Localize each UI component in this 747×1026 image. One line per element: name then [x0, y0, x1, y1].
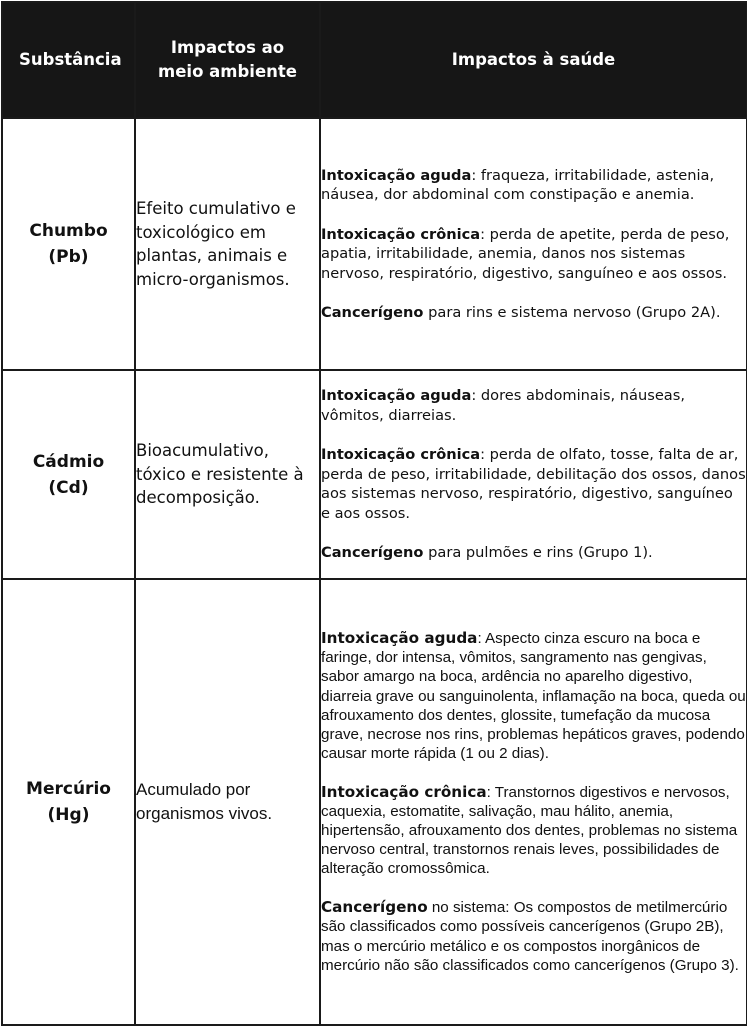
chronic-text: : Transtornos digestivos e nervosos, caquexia, estomatite, salivação, mau hálito, anemia, hipertensão, afrouxamento dos dentes, problemas no sistema nervoso central, transtornos renais leves, possibilidades de alteração cromossômica. — [321, 783, 738, 878]
substance-cell — [2, 579, 135, 1025]
header-health: Impactos à saúde — [320, 2, 747, 118]
carcinogen-label: Cancerígeno — [321, 898, 428, 917]
acute-label: Intoxicação aguda — [321, 629, 478, 648]
acute-text: : dores abdominais, náuseas, vômitos, diarreias. — [321, 387, 685, 424]
substance-cell — [2, 118, 135, 370]
health-impact — [320, 579, 747, 1025]
header-row — [2, 2, 747, 118]
health-impact — [320, 118, 747, 370]
environment-impact: Acumulado por organismos vivos. — [135, 579, 320, 1025]
acute-intoxication — [321, 629, 746, 763]
acute-intoxication — [321, 386, 746, 425]
substance-impact-table — [1, 1, 747, 1026]
acute-text: : fraqueza, irritabilidade, astenia, náusea, dor abdominal com constipação e anemia. — [321, 166, 715, 203]
substance-name: Chumbo — [29, 221, 108, 241]
carcinogen-info — [321, 543, 746, 563]
chronic-label: Intoxicação crônica — [321, 225, 481, 243]
header-environment-line2: meio ambiente — [158, 62, 297, 81]
substance-symbol: (Cd) — [48, 477, 89, 498]
header-substance: Substância — [2, 2, 135, 118]
health-impact — [320, 370, 747, 579]
environment-impact: Efeito cumulativo e toxicológico em plantas, animais e micro-organismos. — [135, 118, 320, 370]
carcinogen-label: Cancerígeno — [321, 544, 424, 562]
carcinogen-text: para rins e sistema nervoso (Grupo 2A). — [423, 304, 721, 321]
acute-label: Intoxicação aguda — [321, 166, 472, 184]
table-row — [2, 579, 747, 1025]
substance-cell — [2, 370, 135, 579]
substance-symbol: (Hg) — [47, 805, 90, 825]
substance-symbol: (Pb) — [48, 247, 89, 267]
header-environment-line1: Impactos ao — [170, 38, 285, 57]
carcinogen-text: no sistema: Os compostos de metilmercúrio são classificados como possíveis cancerígenos (Grupo 2B), mas o mercúrio metálico e os compostos inorgânicos de mercúrio não são classificados como cancerígenos (Grupo 3). — [321, 899, 739, 974]
environment-impact: Bioacumulativo, tóxico e resistente à decomposição. — [135, 370, 320, 579]
table-row — [2, 118, 747, 370]
acute-intoxication — [321, 166, 746, 205]
chronic-intoxication — [321, 225, 746, 284]
substance-name: Cádmio — [32, 451, 105, 472]
carcinogen-label: Cancerígeno — [321, 304, 424, 321]
carcinogen-text: para pulmões e rins (Grupo 1). — [423, 544, 653, 562]
carcinogen-info — [321, 898, 746, 974]
chronic-text: : perda de apetite, perda de peso, apatia, irritabilidade, anemia, danos nos sistemas nervoso, respiratório, digestivo, sanguíneo e aos ossos. — [321, 225, 730, 282]
chronic-label: Intoxicação crônica — [321, 782, 487, 801]
substance-name: Mercúrio — [26, 779, 111, 799]
carcinogen-info — [321, 303, 746, 323]
acute-label: Intoxicação aguda — [321, 387, 472, 405]
chronic-intoxication — [321, 783, 746, 878]
chronic-intoxication — [321, 445, 746, 523]
chronic-text: : perda de olfato, tosse, falta de ar, perda de peso, irritabilidade, debilitação dos ossos, danos aos sistemas nervoso, respiratório, digestivo, sanguíneo e aos ossos. — [321, 446, 746, 522]
acute-text: : Aspecto cinza escuro na boca e faringe, dor intensa, vômitos, sangramento nas gengivas, sabor amargo na boca, ardência no aparelho digestivo, diarreia grave ou sanguinolenta, inflamação na boca, queda ou afrouxamento dos dentes, glossite, tumefação da mucosa grave, necrose nos rins, problemas hepáticos graves, podendo causar morte rápida (1 ou 2 dias). — [321, 630, 746, 762]
table-row — [2, 370, 747, 579]
chronic-label: Intoxicação crônica — [321, 446, 481, 464]
header-environment — [135, 2, 320, 118]
